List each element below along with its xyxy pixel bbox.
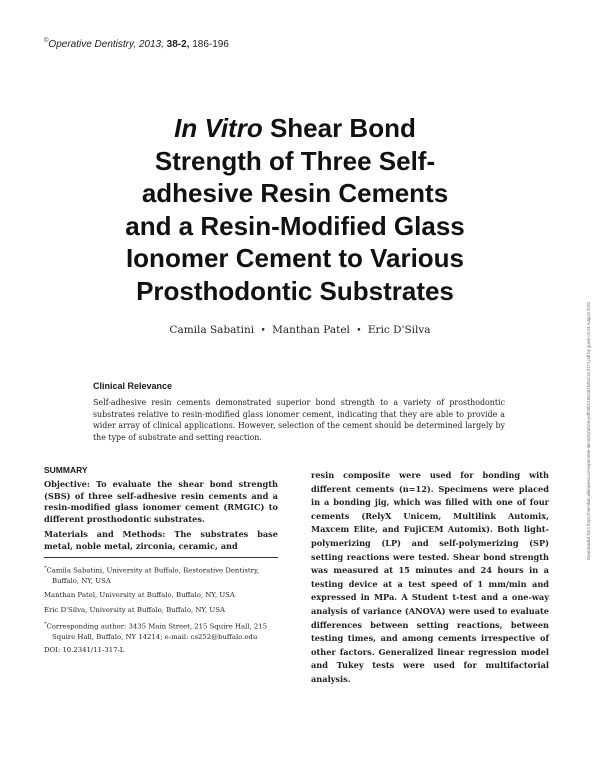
right-column — [311, 469, 549, 687]
title-line-1 — [60, 112, 530, 145]
clinical-relevance-heading: Clinical Relevance — [93, 381, 173, 391]
affiliation-text: Eric D'Silva, University at Buffalo, Buffalo, NY, USA — [44, 605, 225, 614]
article-title — [60, 112, 530, 307]
journal-name: Operative Dentistry, 2013, — [48, 39, 164, 50]
abstract-objective — [44, 479, 278, 525]
affiliation-text: Corresponding author: 3435 Main Street, 215 Squire Hall, 215 Squire Hall, Buffalo, NY 14214; e-mail: cs252@buffalo.edu — [46, 622, 268, 641]
title-line-4: and a Resin-Modified Glass — [125, 210, 465, 241]
author-separator: • — [356, 326, 362, 336]
affiliation-marker: * — [44, 620, 47, 627]
title-italic-part: In Vitro — [174, 113, 263, 143]
journal-citation — [44, 39, 229, 50]
objective-text: To evaluate the shear bond strength (SBS) of three self-adhesive resin cements and a resin-modified glass ionomer cement (RMGIC) to different prosthodontic substrates. — [44, 479, 278, 524]
abstract-methods — [44, 529, 278, 552]
title-line-6: Prosthodontic Substrates — [136, 275, 454, 306]
affiliation-item — [44, 563, 278, 586]
affiliation-item — [44, 605, 278, 615]
download-watermark: Downloaded from https://meridian.allenpress.com/operative-dentistry/article-pdf/38/2/186/1815451/11-317-l.pdf by guest on 01 August 2022 — [586, 301, 591, 560]
title-line-1-rest: Shear Bond — [262, 113, 416, 143]
objective-label: Objective: — [44, 479, 90, 489]
doi: DOI: 10.2341/11-317-L — [44, 646, 125, 655]
title-line-3: adhesive Resin Cements — [141, 178, 449, 208]
author-separator: • — [260, 326, 266, 336]
author-name: Eric D'Silva — [367, 324, 431, 336]
summary-heading: SUMMARY — [44, 465, 88, 475]
affiliation-item — [44, 590, 278, 600]
clinical-relevance-text: Self-adhesive resin cements demonstrated superior bond strength to a variety of prosthodontic substrates relative to resin-modified glass ionomer cement, indicating that they are able to provide a wider array of clinical applications. However, selection of the cement should be determined largely by the type of substrate and setting reaction. — [93, 398, 505, 442]
affiliation-text: Manthan Patel, University at Buffalo, Buffalo, NY, USA — [44, 591, 235, 600]
journal-volume: 38-2, — [166, 39, 190, 50]
affiliation-item — [44, 619, 278, 642]
author-name: Camila Sabatini — [169, 324, 255, 336]
methods-text-left: The substrates base metal, noble metal, zirconia, ceramic, and — [44, 529, 278, 551]
journal-pages: 186-196 — [192, 39, 229, 50]
footnote-divider — [44, 557, 278, 558]
copyright-mark: © — [44, 38, 49, 44]
methods-text-right: resin composite were used for bonding with different cements (n=12). Specimens were placed in a bonding jig, which was filled with one of four cements (RelyX Unicem, Multilink Automix, Maxcem Elite, and FujiCEM Automix). Both light-polymerizing (LP) and self-polymerizing (SP) setting reactions were tested. Shear bond strength was measured at 15 minutes and 24 hours in a testing device at a test speed of 1 mm/min and expressed in MPa. A Student t-test and a one-way analysis of variance (ANOVA) were used to evaluate differences between setting reactions, between testing times, and among cements irrespective of other factors. Generalized linear regression model and Tukey tests were used for multifactorial analysis. — [311, 470, 549, 684]
author-name: Manthan Patel — [272, 324, 350, 336]
methods-label: Materials and Methods: — [44, 529, 166, 539]
title-line-5: Ionomer Cement to Various — [125, 243, 465, 273]
affiliation-marker: * — [44, 565, 47, 571]
affiliation-text: Camila Sabatini, University at Buffalo, Restorative Dentistry, Buffalo, NY, USA — [46, 566, 260, 585]
left-column — [44, 465, 278, 654]
title-line-2: Strength of Three Self- — [154, 145, 436, 176]
author-list — [0, 324, 600, 336]
